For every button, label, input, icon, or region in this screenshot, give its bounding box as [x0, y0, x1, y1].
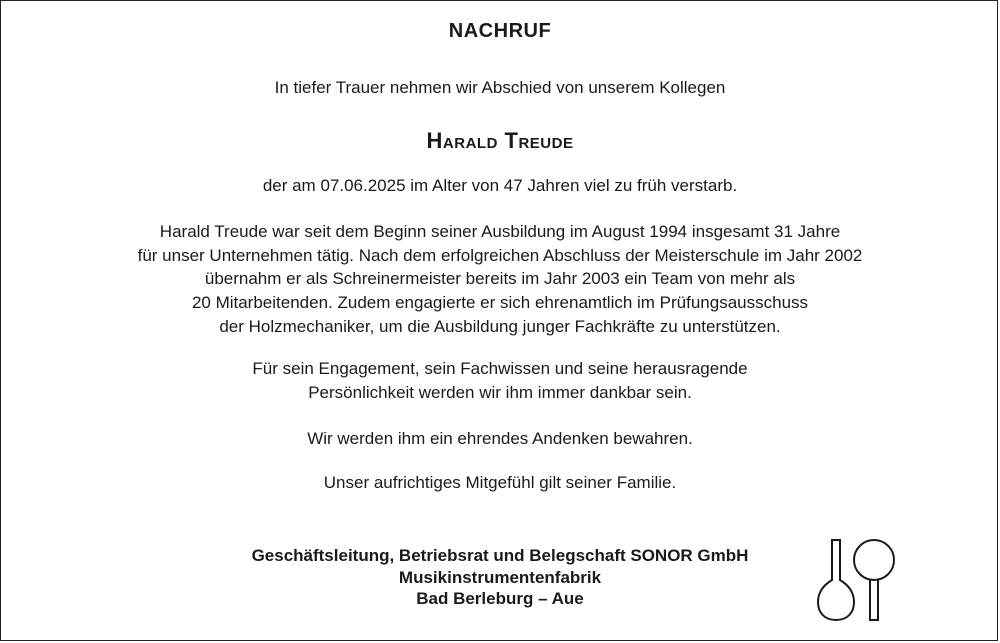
condolence-line: Unser aufrichtiges Mitgefühl gilt seiner Familie. [323, 473, 677, 492]
death-line: der am 07.06.2025 im Alter von 47 Jahren viel zu früh verstarb. [262, 176, 738, 195]
deceased-name: Harald Treude [426, 128, 574, 153]
signature-line: Musikinstrumentenfabrik [398, 567, 602, 587]
paragraph-line: übernahm er als Schreinermeister bereits im Jahr 2003 ein Team von mehr als [204, 269, 796, 289]
paragraph-line: 20 Mitarbeitenden. Zudem engagierte er sich ehrenamtlich im Prüfungsausschuss [191, 293, 809, 313]
paragraph-line: Harald Treude war seit dem Beginn seiner Ausbildung im August 1994 insgesamt 31 Jahre [159, 222, 841, 241]
paragraph-line: für unser Unternehmen tätig. Nach dem erfolgreichen Abschluss der Meisterschule im Jahr 2002 [137, 245, 863, 265]
notice-title: NACHRUF [448, 20, 552, 42]
signature-line: Geschäftsleitung, Betriebsrat und Belegschaft SONOR GmbH [251, 546, 749, 565]
gratitude-paragraph [0, 357, 1000, 404]
paragraph-line: Persönlichkeit werden wir ihm immer dankbar sein. [308, 382, 692, 402]
biography-paragraph [0, 220, 1000, 339]
remembrance-line: Wir werden ihm ein ehrendes Andenken bewahren. [307, 429, 693, 448]
sonor-logo-icon [812, 536, 900, 622]
paragraph-line: Für sein Engagement, sein Fachwissen und seine herausragende [252, 359, 748, 378]
paragraph-line: der Holzmechaniker, um die Ausbildung junger Fachkräfte zu unterstützen. [219, 316, 781, 336]
intro-line: In tiefer Trauer nehmen wir Abschied von unserem Kollegen [274, 78, 726, 97]
signature-line: Bad Berleburg – Aue [416, 589, 584, 608]
